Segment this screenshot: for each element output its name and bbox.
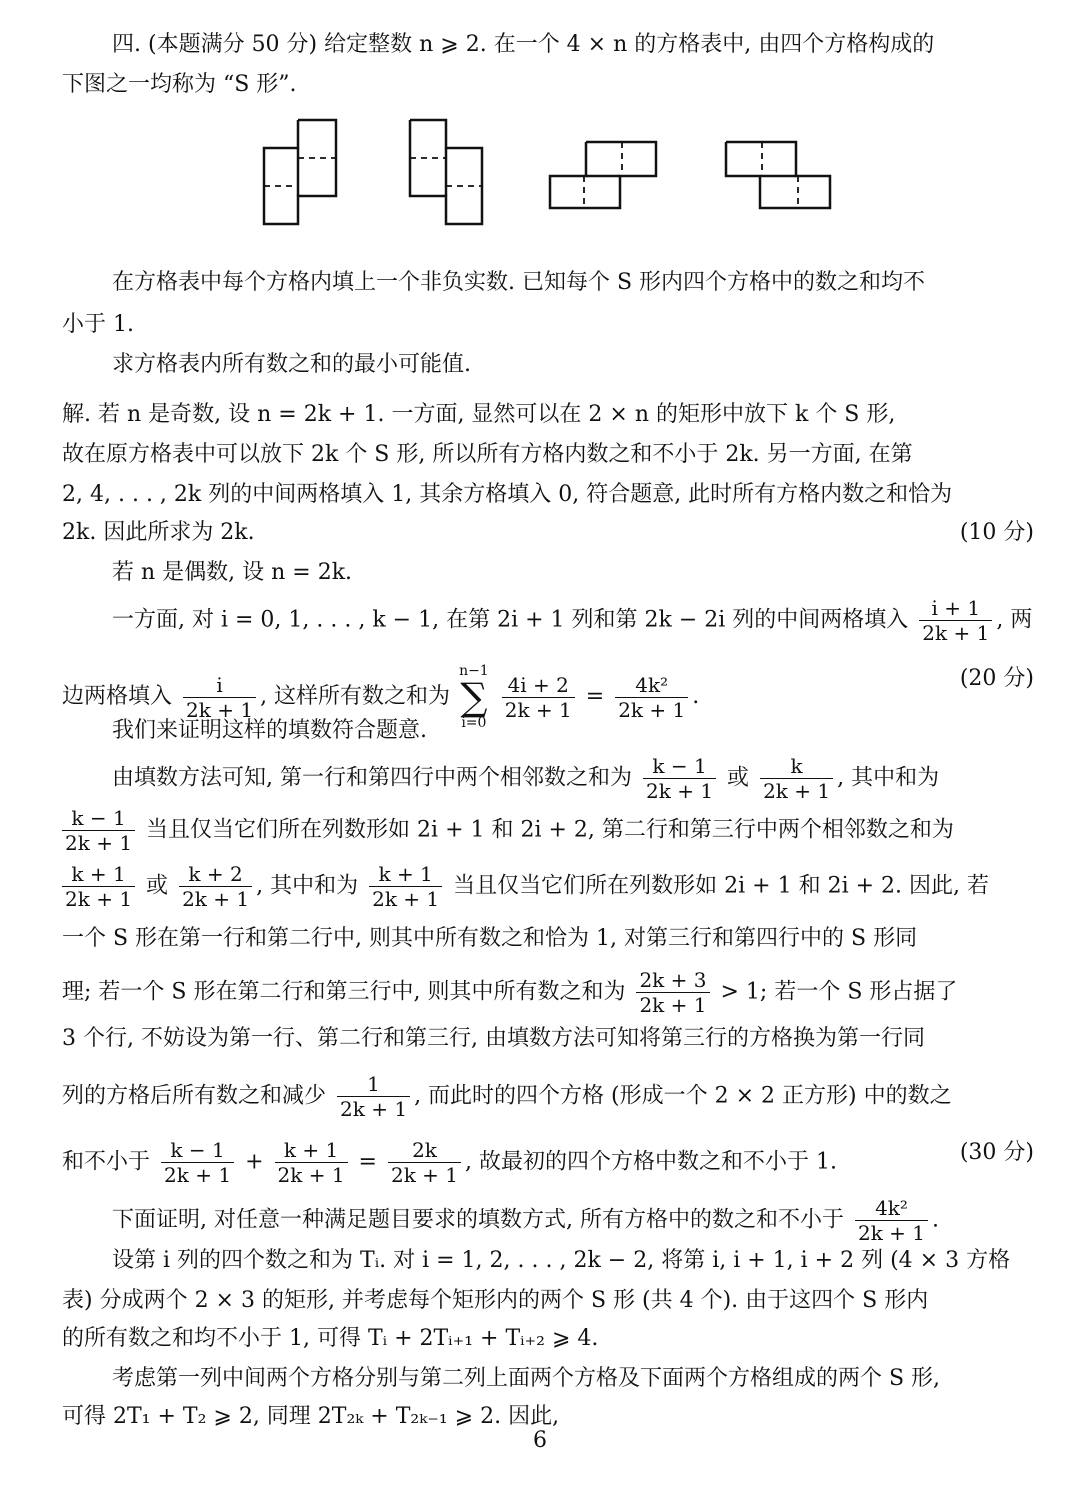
sigma-symbol: ∑ <box>460 675 488 719</box>
solution-line-10 <box>58 806 954 855</box>
s-shape-figure-4 <box>726 142 830 208</box>
denominator: 2k + 1 <box>179 886 252 911</box>
denominator: 2k + 1 <box>337 1096 410 1121</box>
text-span: 下面证明, 对任意一种满足题目要求的填数方式, 所有方格中的数之和不小于 <box>112 1207 844 1233</box>
denominator: 2k + 1 <box>183 697 256 722</box>
text-span: 当且仅当它们所在列数形如 2i + 1 和 2i + 2. 因此, 若 <box>453 873 990 899</box>
s-shape-figure-1 <box>264 120 336 224</box>
text-span: > 1; 若一个 S 形占据了 <box>720 979 958 1005</box>
denominator: 2k + 1 <box>62 886 135 911</box>
numerator: 2k + 3 <box>639 968 707 992</box>
numerator: k + 1 <box>378 862 433 886</box>
solution-line-8: 我们来证明这样的填数符合题意. <box>112 718 427 743</box>
fraction-2k3 <box>636 968 709 1017</box>
numerator: k − 1 <box>71 806 126 830</box>
numerator: 4k² <box>635 672 669 697</box>
numerator: i <box>216 672 223 697</box>
plus: + <box>245 1149 264 1175</box>
score-10: (10 分) <box>959 520 1034 545</box>
numerator: 2k <box>412 1138 437 1162</box>
solution-line-16 <box>62 1138 837 1187</box>
denominator: 2k + 1 <box>502 697 575 722</box>
solution-line-21: 考虑第一列中间两个方格分别与第二列上面两个方格及下面两个方格组成的两个 S 形, <box>112 1366 941 1391</box>
fraction-i-over-2k1 <box>183 673 256 722</box>
fraction-kp1 <box>275 1138 348 1187</box>
fraction-k <box>760 754 833 803</box>
text-span: 或 <box>727 765 750 791</box>
fraction-4k2-over-2k1 <box>615 673 688 722</box>
text-span: , 这样所有数之和为 <box>260 684 451 709</box>
fraction-4i2-over-2k1 <box>502 673 575 722</box>
solution-line-12: 一个 S 形在第一行和第二行中, 则其中所有数之和恰为 1, 对第三行和第四行中的 S 形同 <box>62 926 918 951</box>
solution-line-14: 3 个行, 不妨设为第一行、第二行和第三行, 由填数方法可知将第三行的方格换为第一行同 <box>62 1026 925 1051</box>
fraction-i1-over-2k1 <box>919 596 992 645</box>
solution-line-3: 2, 4, . . . , 2k 列的中间两格填入 1, 其余方格填入 0, 符合题意, 此时所有方格内数之和恰为 <box>62 482 953 507</box>
solution-line-20: 的所有数之和均不小于 1, 可得 Tᵢ + 2Tᵢ₊₁ + Tᵢ₊₂ ⩾ 4. <box>62 1326 599 1351</box>
text-span: 边两格填入 <box>62 684 173 709</box>
score-20: (20 分) <box>959 666 1034 691</box>
numerator: k − 1 <box>652 754 707 778</box>
problem-line-3: 在方格表中每个方格内填上一个非负实数. 已知每个 S 形内四个方格中的数之和均不 <box>112 270 926 295</box>
text-span: , 其中和为 <box>837 765 940 791</box>
text-span: 当且仅当它们所在列数形如 2i + 1 和 2i + 2, 第二行和第三行中两个相邻数之和为 <box>146 817 954 843</box>
fraction-km1 <box>161 1138 234 1187</box>
fraction-1-over-2k1 <box>337 1072 410 1121</box>
denominator: 2k + 1 <box>636 992 709 1017</box>
solution-line-13 <box>62 968 957 1017</box>
sum-upper: n−1 <box>459 663 489 679</box>
solution-line-22: 可得 2T₁ + T₂ ⩾ 2, 同理 2T₂ₖ + T₂ₖ₋₁ ⩾ 2. 因此, <box>62 1404 560 1429</box>
text-span: . <box>692 684 700 709</box>
summation <box>459 664 489 730</box>
denominator: 2k + 1 <box>62 830 135 855</box>
numerator: k + 2 <box>188 862 243 886</box>
text-span: 一方面, 对 i = 0, 1, . . . , k − 1, 在第 2i + 1 列和第 2k − 2i 列的中间两格填入 <box>112 607 909 633</box>
problem-line-2: 下图之一均称为 “S 形”. <box>62 72 297 97</box>
denominator: 2k + 1 <box>275 1162 348 1187</box>
s-shape-figure-2 <box>410 120 482 224</box>
problem-line-4: 小于 1. <box>62 312 134 337</box>
text-span: 理; 若一个 S 形在第二行和第三行中, 则其中所有数之和为 <box>62 979 626 1005</box>
denominator: 2k + 1 <box>919 620 992 645</box>
numerator: k + 1 <box>283 1138 339 1162</box>
problem-line-1: 四. (本题满分 50 分) 给定整数 n ⩾ 2. 在一个 4 × n 的方格表中, 由四个方格构成的 <box>112 32 935 57</box>
solution-line-15 <box>62 1072 952 1121</box>
text-span: 或 <box>146 873 169 899</box>
solution-line-1: 解. 若 n 是奇数, 设 n = 2k + 1. 一方面, 显然可以在 2 × n 的矩形中放下 k 个 S 形, <box>62 402 896 427</box>
text-span: 列的方格后所有数之和减少 <box>62 1083 327 1109</box>
solution-line-11 <box>58 862 989 911</box>
problem-line-5: 求方格表内所有数之和的最小可能值. <box>112 352 471 377</box>
fraction-km1 <box>643 754 716 803</box>
equals: = <box>585 684 605 709</box>
text-span: . <box>932 1207 940 1233</box>
solution-line-17 <box>112 1196 939 1245</box>
denominator: 2k + 1 <box>369 886 442 911</box>
numerator: 1 <box>367 1072 380 1096</box>
fraction-km1 <box>62 806 135 855</box>
text-span: 由填数方法可知, 第一行和第四行中两个相邻数之和为 <box>112 765 632 791</box>
numerator: k − 1 <box>170 1138 225 1162</box>
solution-line-5: 若 n 是偶数, 设 n = 2k. <box>112 560 353 585</box>
solution-line-6 <box>112 596 1032 645</box>
s-shape-figures <box>260 112 840 232</box>
solution-line-9 <box>112 754 939 803</box>
text-span: , 故最初的四个方格中数之和不小于 1. <box>465 1149 838 1175</box>
fraction-kp2 <box>179 862 252 911</box>
solution-line-19: 表) 分成两个 2 × 3 的矩形, 并考虑每个矩形内的两个 S 形 (共 4 个). 由于这四个 S 形内 <box>62 1288 929 1313</box>
solution-line-4: 2k. 因此所求为 2k. <box>62 520 255 545</box>
denominator: 2k + 1 <box>615 697 688 722</box>
sum-lower: i=0 <box>461 715 487 731</box>
text-span: , 两 <box>996 607 1033 633</box>
score-30: (30 分) <box>959 1140 1034 1165</box>
equals: = <box>358 1149 377 1175</box>
s-shape-figure-3 <box>550 142 656 208</box>
page-number: 6 <box>533 1428 547 1453</box>
text-span: , 其中和为 <box>256 873 359 899</box>
solution-line-18: 设第 i 列的四个数之和为 Tᵢ. 对 i = 1, 2, . . . , 2k − 2, 将第 i, i + 1, i + 2 列 (4 × 3 方格 <box>112 1248 1011 1273</box>
fraction-kp1 <box>369 862 442 911</box>
denominator: 2k + 1 <box>760 778 833 803</box>
denominator: 2k + 1 <box>388 1162 461 1187</box>
solution-line-2: 故在原方格表中可以放下 2k 个 S 形, 所以所有方格内数之和不小于 2k. 另一方面, 在第 <box>62 442 913 467</box>
denominator: 2k + 1 <box>855 1220 928 1245</box>
numerator: 4i + 2 <box>507 672 569 697</box>
numerator: k <box>790 754 803 778</box>
numerator: i + 1 <box>931 596 981 620</box>
fraction-kp1 <box>62 862 135 911</box>
fraction-4k2-over-2k1 <box>855 1196 928 1245</box>
numerator: k + 1 <box>71 862 126 886</box>
denominator: 2k + 1 <box>643 778 716 803</box>
text-span: 和不小于 <box>62 1149 151 1175</box>
numerator: 4k² <box>875 1196 908 1220</box>
text-span: , 而此时的四个方格 (形成一个 2 × 2 正方形) 中的数之 <box>414 1083 952 1109</box>
fraction-2k <box>388 1138 461 1187</box>
denominator: 2k + 1 <box>161 1162 234 1187</box>
